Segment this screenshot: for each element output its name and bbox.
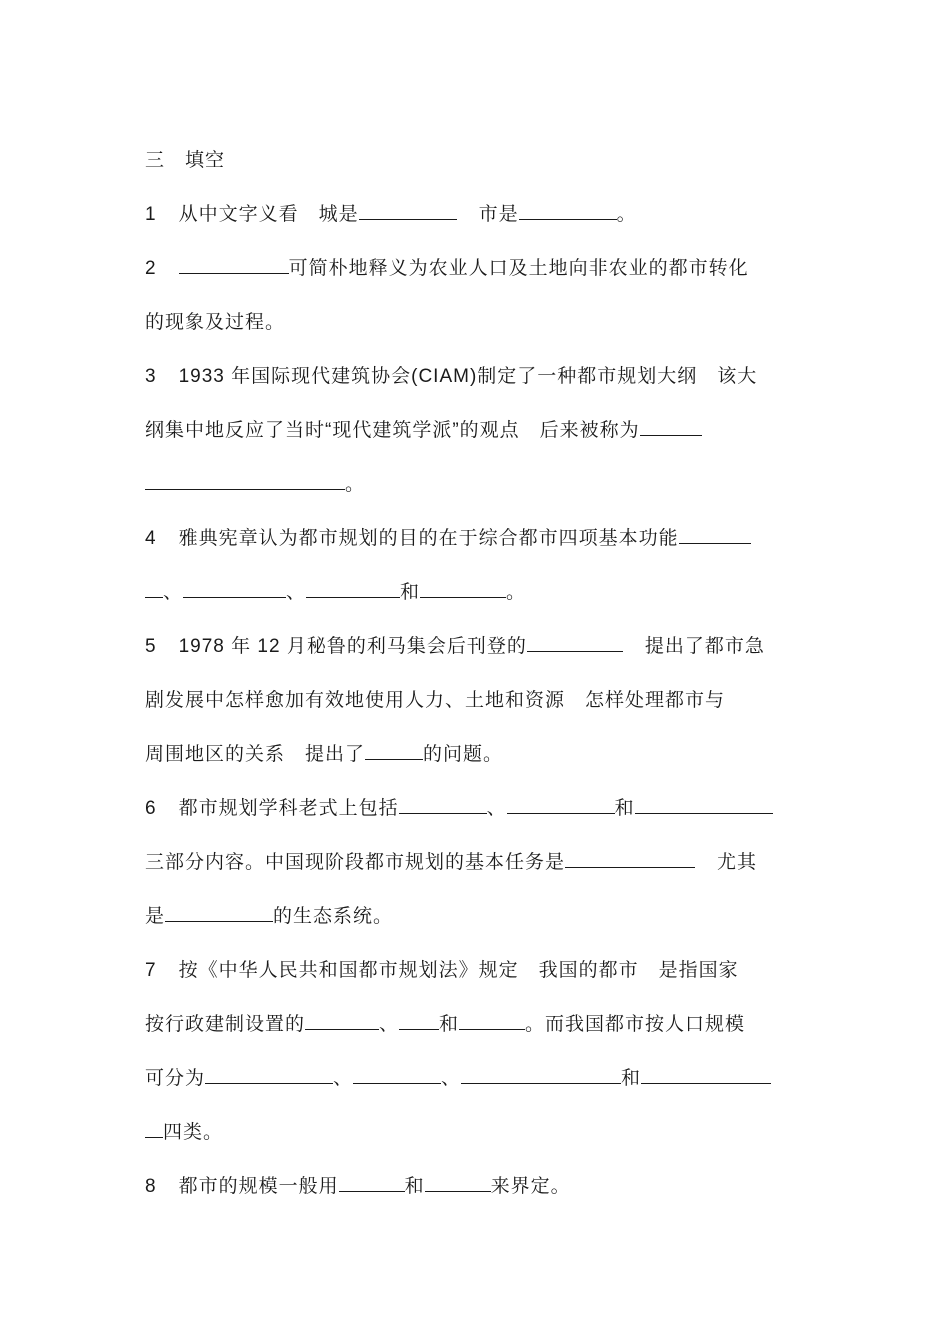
answer-blank[interactable]	[365, 741, 423, 760]
question-text: 的现象及过程。	[145, 312, 286, 333]
answer-blank[interactable]	[145, 1119, 163, 1138]
question-text: 6	[145, 798, 157, 819]
question-text: 7	[145, 960, 157, 981]
question-line	[145, 674, 807, 728]
question-text: 市是	[478, 204, 519, 225]
question-text: 3	[145, 366, 157, 387]
answer-blank[interactable]	[145, 471, 345, 490]
question-text: 。而我国都市按人口规模	[525, 1014, 746, 1035]
question-line	[145, 890, 807, 944]
answer-blank[interactable]	[527, 633, 623, 652]
answer-blank[interactable]	[565, 849, 695, 868]
question-text: 5	[145, 636, 157, 657]
question-text: 我国的都市	[538, 960, 639, 981]
question-line	[145, 512, 807, 566]
answer-blank[interactable]	[420, 579, 506, 598]
answer-blank[interactable]	[459, 1011, 525, 1030]
question-text: 提出了	[305, 744, 366, 765]
question-text: 1978 年 12 月秘鲁的利马集会后刊登的	[178, 636, 527, 657]
question-text: 尤其	[717, 852, 758, 873]
question-text: 、	[333, 1068, 354, 1089]
question-8	[145, 1160, 807, 1214]
answer-blank[interactable]	[641, 1065, 771, 1084]
question-4	[145, 512, 807, 620]
question-text: 。	[345, 474, 366, 495]
question-text: 的生态系统。	[273, 906, 394, 927]
question-3	[145, 350, 807, 512]
question-text: 和	[400, 582, 421, 603]
question-text: 怎样处理都市与	[585, 690, 726, 711]
question-text: 提出了都市急	[644, 636, 765, 657]
question-line	[145, 404, 807, 458]
question-7	[145, 944, 807, 1160]
question-text: 和	[404, 1176, 425, 1197]
question-text: 、	[286, 582, 307, 603]
question-text: 周围地区的关系	[145, 744, 286, 765]
question-line	[145, 188, 807, 242]
question-text: 1	[145, 204, 157, 225]
question-text: 可分为	[145, 1068, 206, 1089]
question-text: 后来被称为	[539, 420, 640, 441]
question-text: 、	[441, 1068, 462, 1089]
answer-blank[interactable]	[425, 1173, 491, 1192]
answer-blank[interactable]	[353, 1065, 441, 1084]
question-list	[145, 188, 807, 1214]
question-text: 三部分内容。中国现阶段都市规划的基本任务是	[145, 852, 566, 873]
question-text: 雅典宪章认为都市规划的目的在于综合都市四项基本功能	[178, 528, 679, 549]
question-1	[145, 188, 807, 242]
question-text: 按《中华人民共和国都市规划法》规定	[178, 960, 519, 981]
answer-blank[interactable]	[183, 579, 286, 598]
question-line	[145, 296, 807, 350]
question-text: 和	[439, 1014, 460, 1035]
answer-blank[interactable]	[306, 579, 400, 598]
question-line	[145, 458, 807, 512]
question-text: 和	[621, 1068, 642, 1089]
question-line	[145, 1106, 807, 1160]
answer-blank[interactable]	[399, 1011, 439, 1030]
question-text: 2	[145, 258, 157, 279]
question-text: 和	[614, 798, 635, 819]
question-text: 4	[145, 528, 157, 549]
question-line	[145, 1160, 807, 1214]
question-line	[145, 1052, 807, 1106]
answer-blank[interactable]	[165, 903, 273, 922]
answer-blank[interactable]	[635, 795, 773, 814]
answer-blank[interactable]	[339, 1173, 405, 1192]
answer-blank[interactable]	[305, 1011, 379, 1030]
exam-page	[145, 134, 807, 1214]
question-text: 。	[616, 204, 637, 225]
question-text: 的问题。	[423, 744, 504, 765]
question-text: 。	[506, 582, 527, 603]
question-text: 都市规划学科老式上包括	[178, 798, 399, 819]
question-text: 8	[145, 1176, 157, 1197]
question-line	[145, 836, 807, 890]
answer-blank[interactable]	[679, 525, 751, 544]
question-2	[145, 242, 807, 350]
question-text: 来界定。	[490, 1176, 571, 1197]
question-text: 按行政建制设置的	[145, 1014, 306, 1035]
question-text: 城是	[318, 204, 359, 225]
answer-blank[interactable]	[399, 795, 487, 814]
answer-blank[interactable]	[179, 255, 289, 274]
question-line	[145, 566, 807, 620]
section-title: 填空	[185, 150, 226, 171]
question-line	[145, 944, 807, 998]
question-text: 四类。	[163, 1122, 224, 1143]
question-line	[145, 728, 807, 782]
question-text: 从中文字义看	[178, 204, 299, 225]
answer-blank[interactable]	[145, 579, 163, 598]
answer-blank[interactable]	[359, 201, 457, 220]
question-text: 都市的规模一般用	[178, 1176, 339, 1197]
question-text: 该大	[717, 366, 758, 387]
question-text: 剧发展中怎样愈加有效地使用人力、土地和资源	[145, 690, 566, 711]
question-text: 、	[486, 798, 507, 819]
answer-blank[interactable]	[519, 201, 617, 220]
question-line	[145, 350, 807, 404]
question-text: 是	[145, 906, 166, 927]
question-line	[145, 998, 807, 1052]
section-number: 三	[145, 150, 166, 171]
question-line	[145, 782, 807, 836]
section-heading	[145, 134, 807, 188]
question-text: 是指国家	[658, 960, 739, 981]
question-line	[145, 620, 807, 674]
question-5	[145, 620, 807, 782]
question-text: 、	[379, 1014, 400, 1035]
question-line	[145, 242, 807, 296]
answer-blank[interactable]	[461, 1065, 621, 1084]
question-text: 、	[163, 582, 184, 603]
question-text: 纲集中地反应了当时“现代建筑学派”的观点	[145, 420, 520, 441]
answer-blank[interactable]	[640, 417, 702, 436]
question-text: 可简朴地释义为农业人口及土地向非农业的都市转化	[288, 258, 749, 279]
answer-blank[interactable]	[205, 1065, 333, 1084]
question-text: 1933 年国际现代建筑协会(CIAM)制定了一种都市规划大纲	[178, 366, 698, 387]
answer-blank[interactable]	[507, 795, 615, 814]
question-6	[145, 782, 807, 944]
